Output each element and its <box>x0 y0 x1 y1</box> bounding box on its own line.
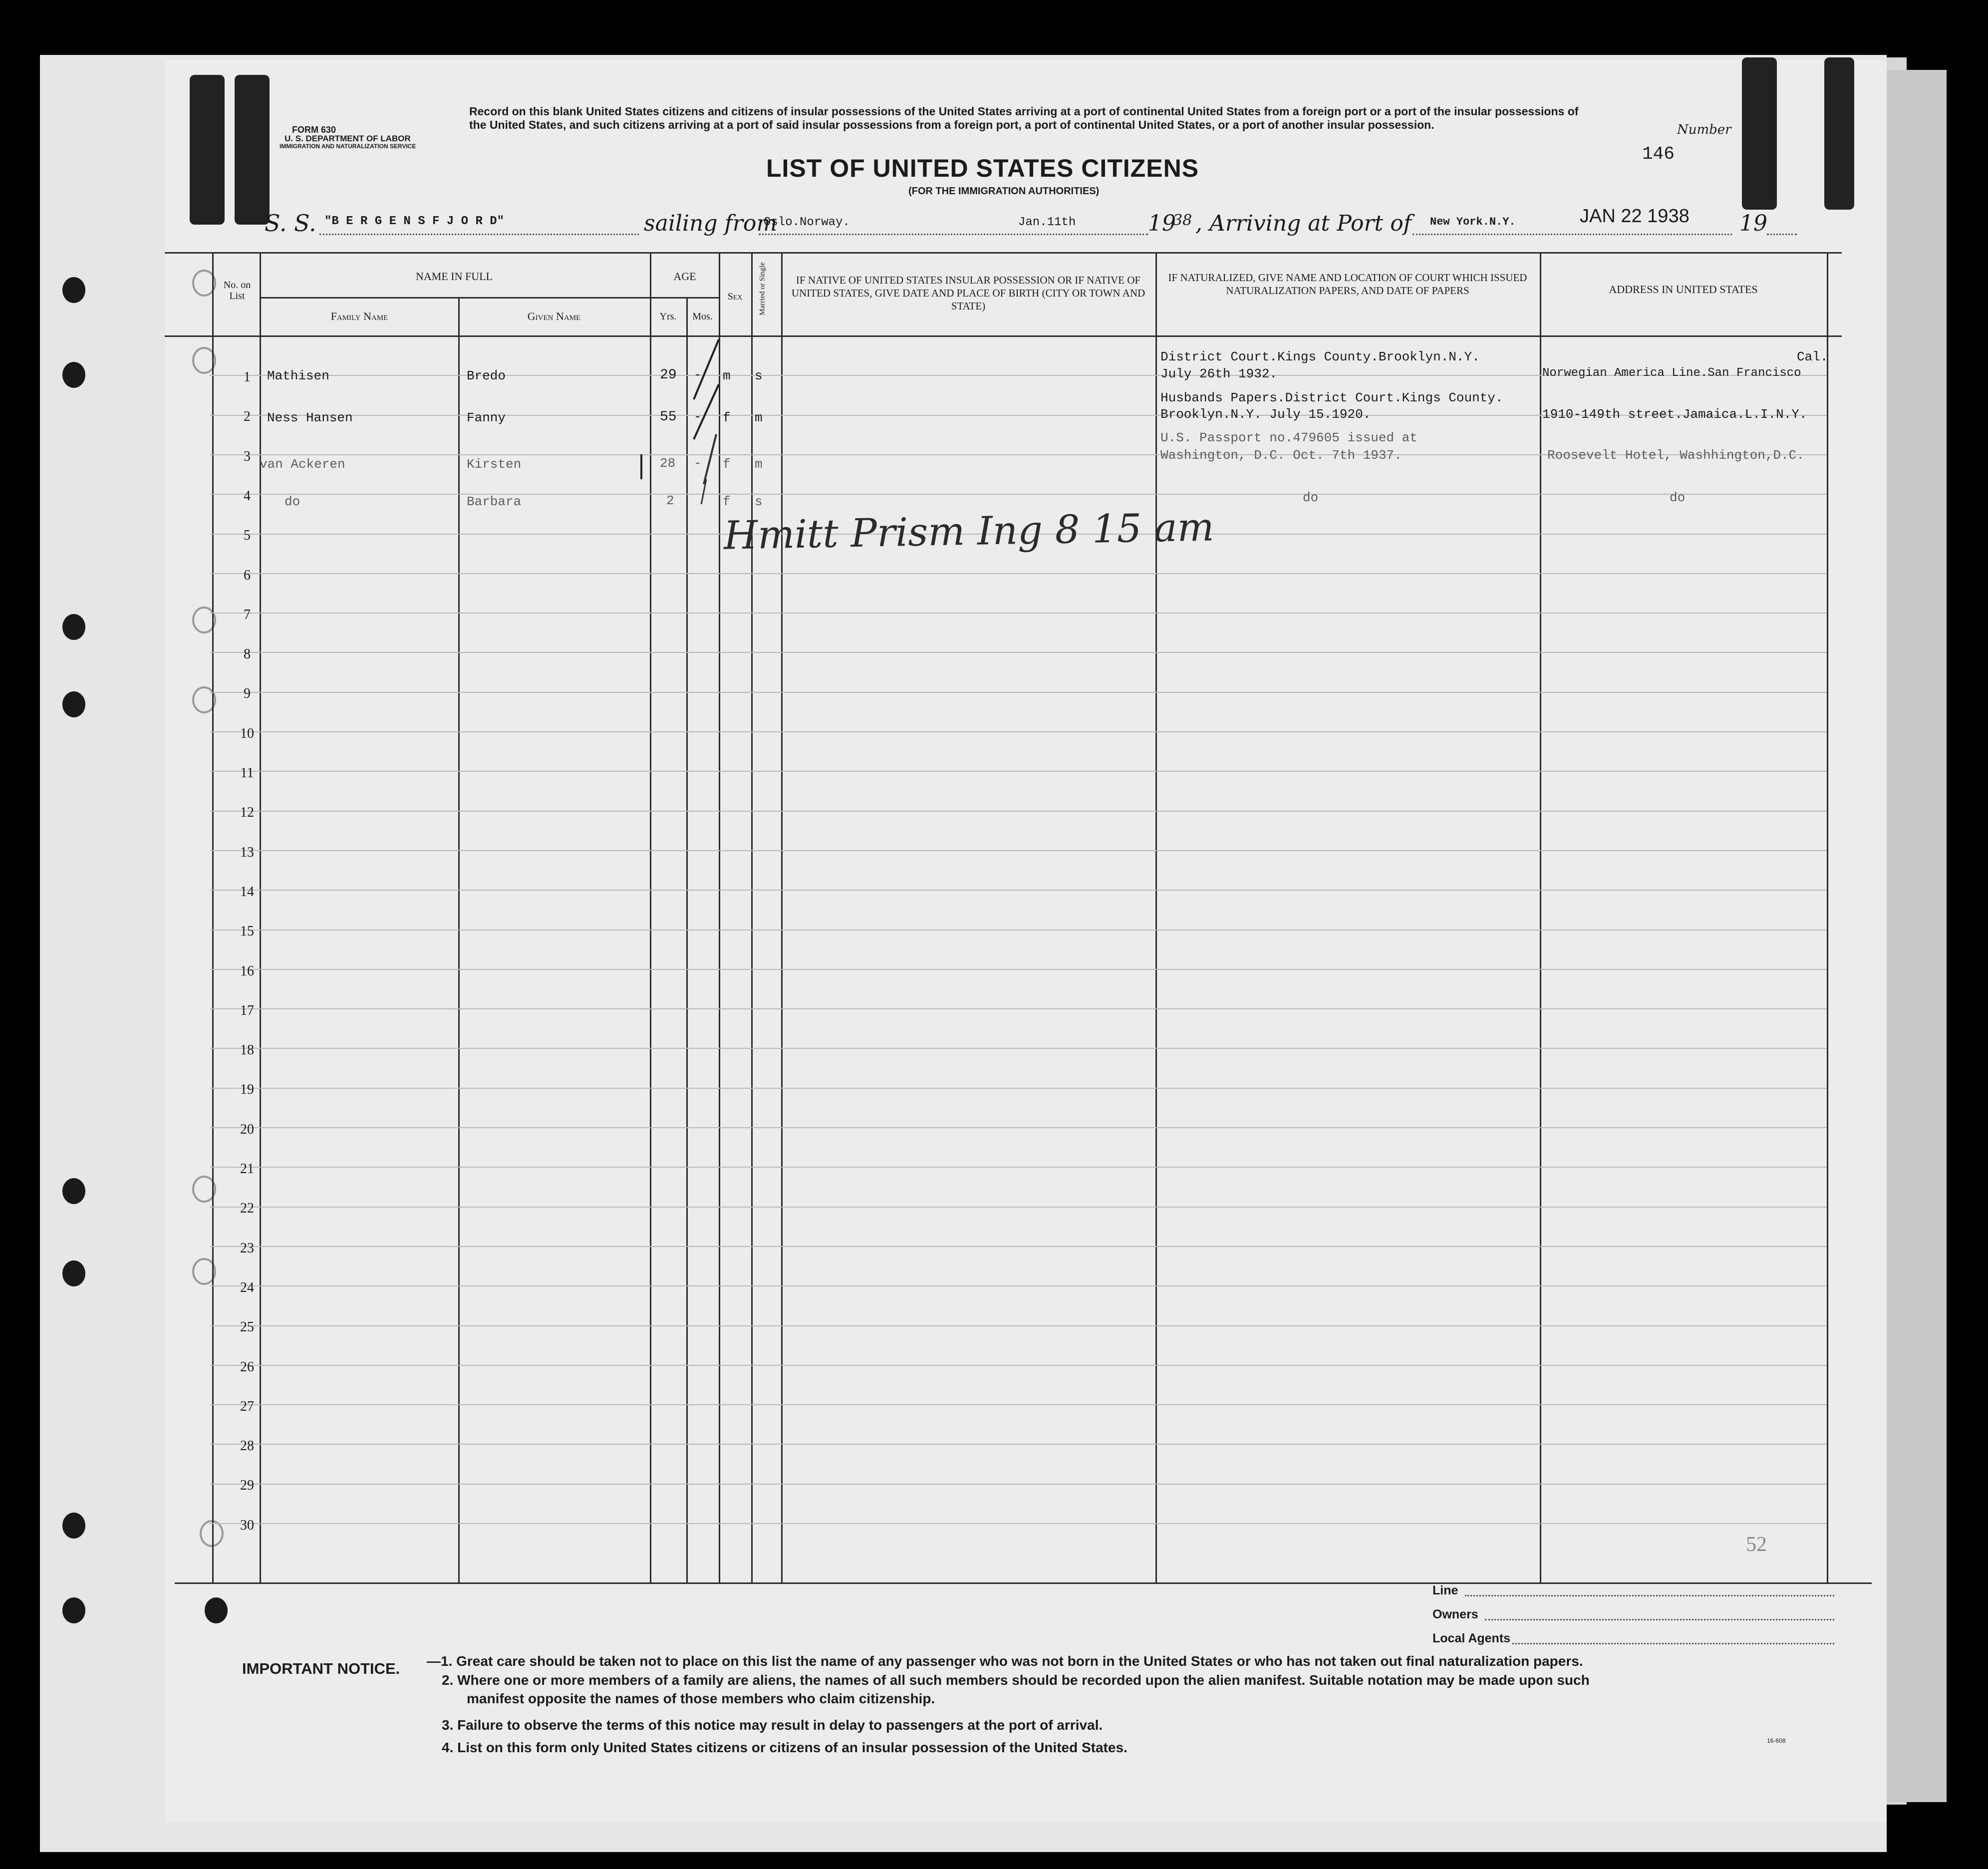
local-agents-underline <box>1512 1643 1834 1644</box>
arriving-label: , Arriving at Port of <box>1195 211 1412 236</box>
entry-2-given: Fanny <box>467 410 506 425</box>
binder-hole <box>62 691 85 717</box>
row-number: 28 <box>240 1438 254 1454</box>
owners-label: Owners <box>1432 1607 1478 1621</box>
sailing-underline <box>759 234 1148 235</box>
row-number: 19 <box>240 1082 254 1097</box>
header-mos: Mos. <box>692 311 713 322</box>
page-subtitle: (FOR THE IMMIGRATION AUTHORITIES) <box>908 186 1100 197</box>
row-rule <box>210 494 1827 495</box>
col-line <box>650 252 651 1582</box>
entry-3-yrs: 28 <box>660 456 676 471</box>
row-rule <box>210 1365 1827 1366</box>
row-number: 11 <box>240 765 254 781</box>
binder-hole <box>62 1513 85 1539</box>
entry-2-naturalized-line2: Brooklyn.N.Y. July 15.1920. <box>1160 407 1371 422</box>
line-label: Line <box>1432 1583 1458 1597</box>
entry-2-mos: - <box>694 409 702 424</box>
col-line <box>751 252 753 1582</box>
binder-hole <box>62 277 85 303</box>
header-no-on-list: No. on List <box>223 280 251 302</box>
notice-item-2b: manifest opposite the names of those members who claim citizenship. <box>467 1691 935 1706</box>
entry-1-marital: s <box>755 368 763 383</box>
row-number: 24 <box>240 1280 254 1295</box>
entry-2-address-line1: 1910-149th street.Jamaica.L.I.N.Y. <box>1542 407 1807 422</box>
entry-4-naturalized-line1: do <box>1303 490 1319 505</box>
row-number: 29 <box>240 1478 254 1493</box>
row-number: 16 <box>240 963 254 979</box>
row-number: 4 <box>244 488 251 504</box>
row-number: 30 <box>240 1518 254 1533</box>
notice-item-2a: 2. Where one or more members of a family are aliens, the names of all such members should be recorded upon the alien manifest. Suitable notation may be made upon such <box>442 1672 1590 1688</box>
binder-hole <box>62 614 85 640</box>
header-address: ADDRESS IN UNITED STATES <box>1609 283 1758 296</box>
check-marks <box>679 319 739 519</box>
col-line <box>458 297 460 1582</box>
entry-3-address-line1: Roosevelt Hotel, Washhington,D.C. <box>1547 448 1804 463</box>
row-rule <box>210 1523 1827 1524</box>
row-number: 22 <box>240 1201 254 1216</box>
number-label: Number <box>1677 122 1731 137</box>
entry-4-address-line1: do <box>1670 490 1686 505</box>
entry-1-sex: m <box>723 368 731 383</box>
row-rule <box>210 731 1827 732</box>
index-tab-left-1 <box>190 75 225 225</box>
row-rule <box>210 1167 1827 1168</box>
form-instruction: Record on this blank United States citizens and citizens of insular possessions of the United States arriving at a port of continental United States from a foreign port or a port of the insular possessions of the United States, and such citizens arriving at a port of said insular possessions from a foreign port, a port of continental United States, or a port of another insular possession. <box>469 105 1579 131</box>
row-number: 20 <box>240 1122 254 1137</box>
row-rule <box>210 573 1827 574</box>
entry-1-family: Mathisen <box>267 368 329 383</box>
form-code: FORM 630 <box>292 125 336 135</box>
row-rule <box>210 692 1827 693</box>
row-number: 18 <box>240 1042 254 1058</box>
row-number: 12 <box>240 805 254 820</box>
row-number: 7 <box>244 607 251 623</box>
row-rule <box>210 1404 1827 1405</box>
binder-hole <box>205 1597 228 1623</box>
col-line <box>212 252 214 1582</box>
row-number: 14 <box>240 884 254 900</box>
header-name-in-full: NAME IN FULL <box>416 270 493 283</box>
sailing-date: Jan.11th <box>1018 216 1076 229</box>
ss-label: S. S. <box>265 210 316 237</box>
owners-underline <box>1485 1619 1834 1620</box>
handwritten-note: Hmitt Prism Ing 8 15 am <box>723 505 1215 559</box>
row-rule <box>210 969 1827 970</box>
row-rule <box>210 613 1827 614</box>
department-label: U. S. DEPARTMENT OF LABOR <box>284 134 411 143</box>
row-rule <box>210 1484 1827 1485</box>
port-underline <box>1413 234 1732 235</box>
entry-1-naturalized-line1: District Court.Kings County.Brooklyn.N.Y. <box>1160 349 1480 364</box>
row-rule <box>210 930 1827 931</box>
row-number: 6 <box>244 568 251 583</box>
row-rule <box>210 811 1827 812</box>
entry-1-given: Bredo <box>467 368 506 383</box>
entry-1-address-line1: Cal. <box>1797 349 1828 364</box>
header-sex: Sex <box>727 291 743 302</box>
reinforcement-ring <box>200 1520 224 1547</box>
header-yrs: Yrs. <box>659 311 677 322</box>
entry-4-sex: f <box>723 494 731 509</box>
col-line <box>1827 252 1828 1582</box>
header-family-name: Family Name <box>330 310 388 322</box>
entry-4-marital: s <box>755 494 763 509</box>
col-line <box>781 252 783 1582</box>
entry-4-given: Barbara <box>467 494 522 509</box>
row-number: 2 <box>244 409 251 424</box>
row-number: 8 <box>244 646 251 662</box>
year-suffix: 38 <box>1173 212 1192 229</box>
index-tab-right-1 <box>1742 57 1777 210</box>
row-rule <box>210 1285 1827 1286</box>
arriving-port: New York.N.Y. <box>1430 216 1516 228</box>
number-value: 146 <box>1642 144 1675 164</box>
binder-hole <box>62 1260 85 1286</box>
entry-1-naturalized-line2: July 26th 1932. <box>1160 366 1278 381</box>
row-rule <box>210 1088 1827 1089</box>
entry-3-given: Kirsten <box>467 457 522 472</box>
binder-hole <box>62 362 85 388</box>
header-native: IF NATIVE OF UNITED STATES INSULAR POSSESSION OR IF NATIVE OF UNITED STATES, GIVE DATE AND PLACE OF BIRTH (CITY OR TOWN AND STATE) <box>791 274 1145 312</box>
row-rule <box>210 1127 1827 1128</box>
binder-hole <box>62 1597 85 1623</box>
form-area <box>165 60 1887 1822</box>
header-age: AGE <box>673 270 696 283</box>
row-number: 25 <box>240 1319 254 1335</box>
row-rule <box>210 1325 1827 1326</box>
entry-2-family: Ness Hansen <box>267 410 353 425</box>
row-rule <box>210 890 1827 891</box>
footer-code: 16-608 <box>1767 1737 1786 1744</box>
entry-3-mos: - <box>694 456 702 471</box>
header-bottom-border <box>165 335 1842 337</box>
notice-item-4: 4. List on this form only United States citizens or citizens of an insular possession of the United States. <box>442 1740 1128 1755</box>
entry-3-family: van Ackeren <box>260 457 345 472</box>
table-bottom-border <box>175 1582 1872 1584</box>
row-rule <box>210 1048 1827 1049</box>
entry-4-family: do <box>284 494 300 509</box>
year-prefix: 19 <box>1148 211 1176 236</box>
page-title: LIST OF UNITED STATES CITIZENS <box>766 154 1199 182</box>
col-line <box>1155 252 1157 1582</box>
index-tab-right-2 <box>1824 57 1854 210</box>
year2-prefix: 19 <box>1739 211 1767 236</box>
entry-2-sex: f <box>723 410 731 425</box>
row-rule <box>210 1444 1827 1445</box>
entry-3-naturalized-line2: Washington, D.C. Oct. 7th 1937. <box>1160 448 1402 463</box>
line-underline <box>1465 1595 1834 1596</box>
row-rule <box>210 1207 1827 1208</box>
row-number: 21 <box>240 1161 254 1177</box>
entry-1-address-line2: Norwegian America Line.San Francisco <box>1542 366 1801 380</box>
row-rule <box>210 1008 1827 1009</box>
sailing-label: sailing from <box>644 211 778 236</box>
row-number: 5 <box>244 528 251 543</box>
page-number: 52 <box>1746 1533 1767 1556</box>
notice-item-3: 3. Failure to observe the terms of this notice may result in delay to passengers at the port of arrival. <box>442 1717 1103 1733</box>
row-number: 27 <box>240 1399 254 1414</box>
notice-heading: IMPORTANT NOTICE. <box>242 1660 400 1677</box>
ship-name: "B E R G E N S F J O R D" <box>324 215 505 228</box>
entry-3-marital: m <box>755 457 763 472</box>
row-number: 26 <box>240 1359 254 1375</box>
header-given-name: Given Name <box>527 310 581 322</box>
row-number: 10 <box>240 726 254 741</box>
local-agents-label: Local Agents <box>1432 1631 1511 1645</box>
row-number: 13 <box>240 845 254 860</box>
table-top-border <box>165 252 1842 254</box>
service-label: IMMIGRATION AND NATURALIZATION SERVICE <box>280 143 416 150</box>
year2-underline <box>1767 234 1797 235</box>
entry-4-yrs: 2 <box>666 493 674 508</box>
sailing-from: Oslo.Norway. <box>764 216 850 229</box>
header-naturalized: IF NATURALIZED, GIVE NAME AND LOCATION OF COURT WHICH ISSUED NATURALIZATION PAPERS, AND DATE OF PAPERS <box>1168 272 1527 297</box>
row-rule <box>210 1246 1827 1247</box>
entry-3-sex: f <box>723 457 731 472</box>
row-number: 15 <box>240 924 254 939</box>
row-rule <box>210 652 1827 653</box>
row-number: 9 <box>244 686 251 701</box>
row-rule <box>210 850 1827 851</box>
entry-1-mos: - <box>694 367 702 382</box>
header-married-or-single: Married or Single <box>758 262 767 315</box>
row-number: 1 <box>244 369 251 385</box>
entry-2-marital: m <box>755 410 763 425</box>
entry-2-yrs: 55 <box>660 409 677 425</box>
check-mark <box>636 452 646 482</box>
index-tab-left-2 <box>235 75 270 225</box>
col-line <box>1540 252 1541 1582</box>
row-number: 3 <box>244 449 251 464</box>
entry-3-naturalized-line1: U.S. Passport no.479605 issued at <box>1160 430 1418 445</box>
row-number: 17 <box>240 1003 254 1018</box>
row-number: 23 <box>240 1241 254 1256</box>
arrival-date-stamp: JAN 22 1938 <box>1580 206 1690 227</box>
row-rule <box>210 771 1827 772</box>
ship-underline <box>319 234 639 235</box>
entry-1-yrs: 29 <box>660 367 677 383</box>
entry-2-naturalized-line1: Husbands Papers.District Court.Kings County. <box>1160 390 1503 405</box>
binder-hole <box>62 1178 85 1204</box>
notice-item-1: —1. Great care should be taken not to place on this list the name of any passenger who was not born in the United States or who has not taken out final naturalization papers. <box>427 1653 1583 1669</box>
